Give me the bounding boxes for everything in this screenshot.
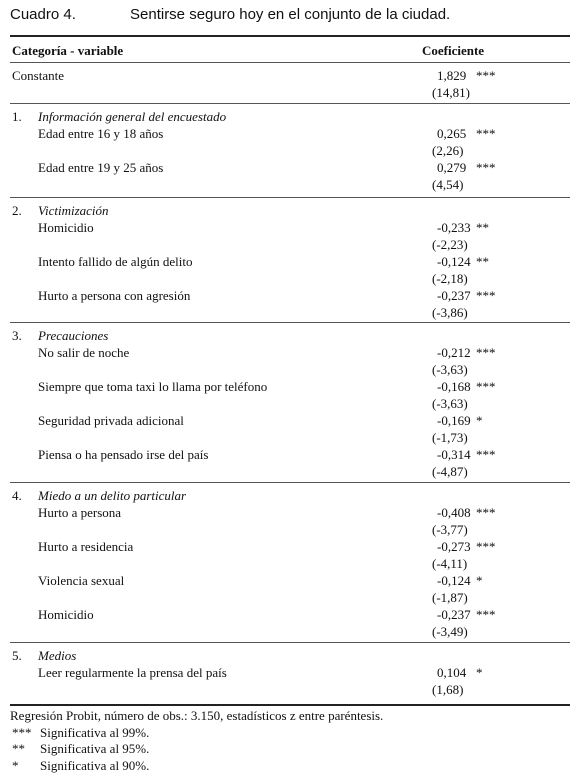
section-number: 2. <box>12 203 22 218</box>
significance-stars: ** <box>476 220 489 235</box>
coefficient-value: -0,168 <box>437 379 471 394</box>
coefficient-value: 0,265 <box>437 126 467 141</box>
significance-stars: *** <box>476 447 496 462</box>
header-category: Categoría - variable <box>12 43 124 58</box>
section-divider <box>10 197 570 198</box>
significance-stars: *** <box>476 505 496 520</box>
z-statistic: (-3,63) <box>432 396 468 411</box>
legend-text: Significativa al 95%. <box>40 741 150 756</box>
variable-label: Piensa o ha pensado irse del país <box>38 447 209 462</box>
section-divider <box>10 482 570 483</box>
variable-label: Hurto a residencia <box>38 539 134 554</box>
table-caption <box>10 6 570 28</box>
variable-label: No salir de noche <box>38 345 130 360</box>
legend-text: Significativa al 90%. <box>40 757 150 773</box>
significance-stars: ** <box>476 254 489 269</box>
significance-stars: *** <box>476 288 496 303</box>
header-coefficient: Coeficiente <box>422 43 485 58</box>
coefficient-value: -0,408 <box>437 505 471 520</box>
coefficient-value: -0,212 <box>437 345 471 360</box>
variable-label: Hurto a persona con agresión <box>38 288 191 303</box>
legend-item <box>10 758 570 775</box>
section-divider <box>10 103 570 104</box>
coefficient-value: -0,314 <box>437 447 471 462</box>
z-statistic: (-3,77) <box>432 522 468 537</box>
legend-symbol: *** <box>12 724 32 740</box>
section-title: Precauciones <box>38 328 109 343</box>
variable-label: Leer regularmente la prensa del país <box>38 665 227 680</box>
section-number: 1. <box>12 109 22 124</box>
variable-label: Edad entre 16 y 18 años <box>38 126 164 141</box>
z-statistic: (-4,11) <box>432 556 468 571</box>
z-statistic: (-2,23) <box>432 237 468 252</box>
z-statistic: (-1,87) <box>432 590 468 605</box>
z-statistic: (-3,63) <box>432 362 468 377</box>
variable-label: Homicidio <box>38 220 94 235</box>
section-divider <box>10 322 570 323</box>
section-number: 5. <box>12 648 22 663</box>
caption-title: Sentirse seguro hoy en el conjunto de la ciudad. <box>130 6 451 23</box>
bottom-rule <box>10 704 570 706</box>
section-title: Información general del encuestado <box>38 109 227 124</box>
caption-number: Cuadro 4. <box>10 6 76 23</box>
coefficient-value: 0,104 <box>437 665 467 680</box>
coefficient-value: -0,124 <box>437 254 471 269</box>
z-statistic: (14,81) <box>432 85 470 100</box>
z-statistic: (4,54) <box>432 177 464 192</box>
variable-label: Homicidio <box>38 607 94 622</box>
section-title: Victimización <box>38 203 109 218</box>
significance-stars: * <box>476 665 483 680</box>
top-rule <box>10 35 570 37</box>
significance-stars: *** <box>476 539 496 554</box>
significance-stars: *** <box>476 126 496 141</box>
variable-label: Edad entre 19 y 25 años <box>38 160 164 175</box>
significance-stars: *** <box>476 160 496 175</box>
section-number: 4. <box>12 488 22 503</box>
legend-text: Significativa al 99%. <box>40 724 150 740</box>
z-statistic: (1,68) <box>432 682 464 697</box>
z-statistic: (-4,87) <box>432 464 468 479</box>
legend-symbol: ** <box>12 741 25 756</box>
z-statistic: (-1,73) <box>432 430 468 445</box>
significance-stars: *** <box>476 379 496 394</box>
legend-symbol: * <box>12 757 19 773</box>
coefficient-value: -0,237 <box>437 288 471 303</box>
constant-label: Constante <box>12 68 64 83</box>
z-statistic: (-3,49) <box>432 624 468 639</box>
z-statistic: (-2,18) <box>432 271 468 286</box>
notes-main: Regresión Probit, número de obs.: 3.150, estadísticos z entre paréntesis. <box>10 708 384 723</box>
coefficient-value: 1,829 <box>437 68 467 83</box>
legend-item <box>10 741 570 758</box>
z-statistic: (-3,86) <box>432 305 468 320</box>
z-statistic: (2,26) <box>432 143 464 158</box>
significance-stars: *** <box>476 607 496 622</box>
coefficient-value: -0,124 <box>437 573 471 588</box>
coefficient-value: -0,237 <box>437 607 471 622</box>
significance-stars: *** <box>476 68 496 83</box>
coefficient-value: 0,279 <box>437 160 467 175</box>
significance-stars: * <box>476 413 483 428</box>
variable-label: Siempre que toma taxi lo llama por teléfono <box>38 379 268 394</box>
coefficient-value: -0,273 <box>437 539 471 554</box>
table-notes <box>10 708 570 774</box>
coefficient-value: -0,169 <box>437 413 471 428</box>
variable-label: Intento fallido de algún delito <box>38 254 193 269</box>
section-title: Miedo a un delito particular <box>38 488 187 503</box>
section-number: 3. <box>12 328 22 343</box>
legend-item <box>10 725 570 742</box>
variable-label: Violencia sexual <box>38 573 125 588</box>
significance-stars: *** <box>476 345 496 360</box>
section-divider <box>10 642 570 643</box>
variable-label: Hurto a persona <box>38 505 122 520</box>
significance-stars: * <box>476 573 483 588</box>
coefficient-value: -0,233 <box>437 220 471 235</box>
section-title: Medios <box>38 648 77 663</box>
header-rule <box>10 62 570 63</box>
variable-label: Seguridad privada adicional <box>38 413 184 428</box>
